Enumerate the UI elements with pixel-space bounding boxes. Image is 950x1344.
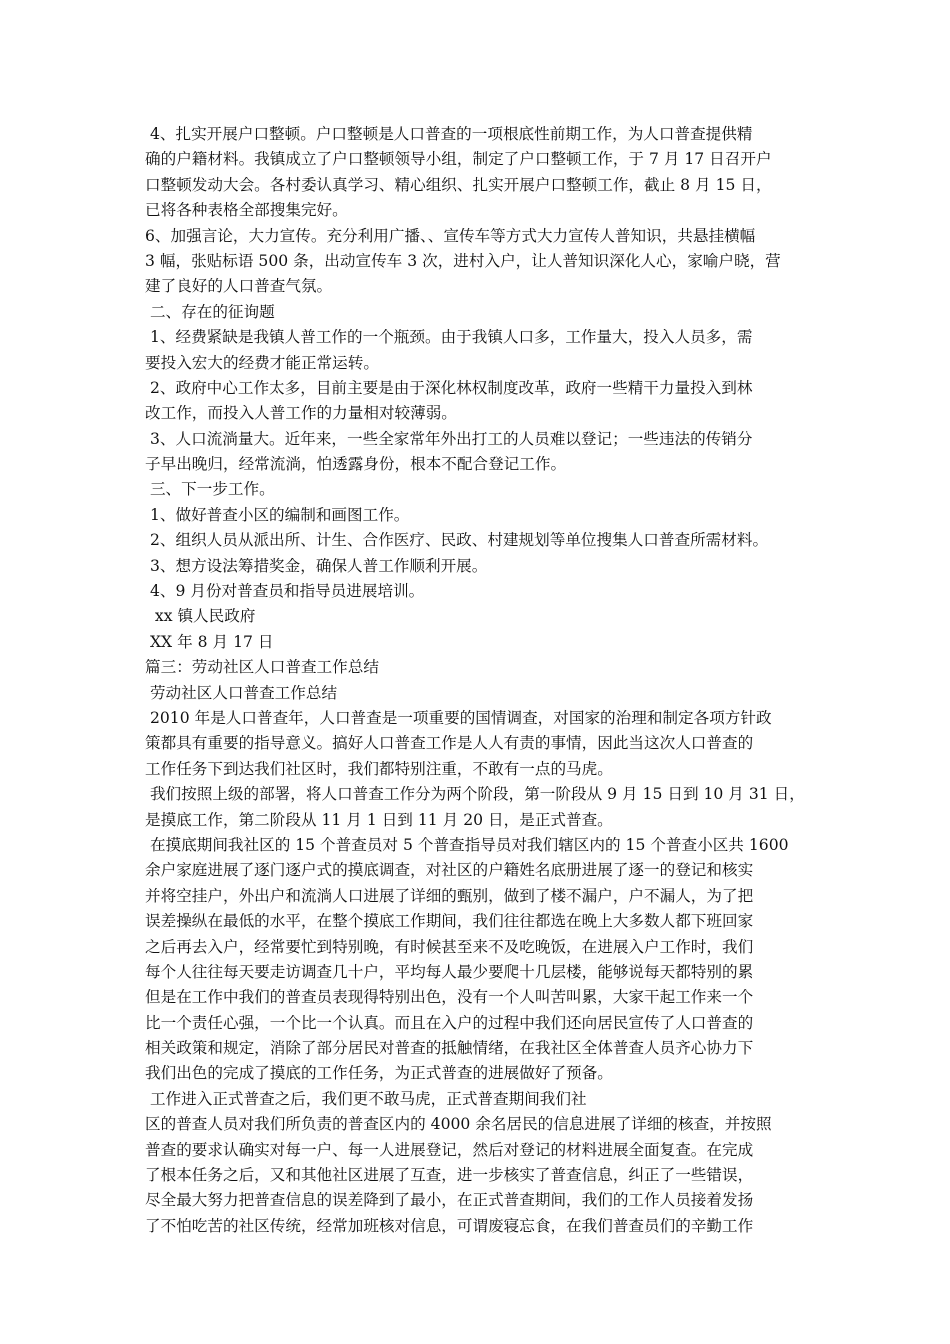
text-line: 3、想方设法筹措奖金，确保人普工作顺利开展。	[145, 556, 488, 575]
text-line: 2、政府中心工作太多，目前主要是由于深化林权制度改革，政府一些精干力量投入到林	[145, 378, 753, 397]
document-body	[145, 122, 813, 1239]
text-line: 并将空挂户，外出户和流淌人口进展了详细的甄别，做到了楼不漏户，户不漏人，为了把	[145, 886, 754, 905]
text-line: 1、经费紧缺是我镇人普工作的一个瓶颈。由于我镇人口多，工作量大，投入人员多，需	[145, 328, 753, 347]
text-line: 但是在工作中我们的普查员表现得特别出色，没有一个人叫苦叫累，大家干起工作来一个	[145, 988, 754, 1007]
signature-date: XX 年 8 月 17 日	[145, 632, 274, 651]
text-line: 1、做好普查小区的编制和画图工作。	[145, 505, 410, 524]
chapter-title: 篇三：劳动社区人口普查工作总结	[145, 658, 379, 677]
text-line: 6、加强言论，大力宣传。充分利用广播、、宣传车等方式大力宣传人普知识，共悬挂横幅	[145, 226, 756, 245]
text-line: 3 幅，张贴标语 500 条，出动宣传车 3 次，进村入户，让人普知识深化人心，家喻户晓，营	[145, 251, 781, 270]
text-line: 策都具有重要的指导意义。搞好人口普查工作是人人有责的事情，因此当这次人口普查的	[145, 734, 754, 753]
text-line: 普查的要求认确实对每一户、每一人进展登记，然后对登记的材料进展全面复查。在完成	[145, 1140, 754, 1159]
article-title: 劳动社区人口普查工作总结	[145, 683, 338, 702]
text-line: 工作任务下到达我们社区时，我们都特别注重，不敢有一点的马虎。	[145, 759, 613, 778]
text-line: 确的户籍材料。我镇成立了户口整顿领导小组，制定了户口整顿工作，于 7 月 17 日召开户	[145, 150, 772, 169]
text-line: 已将各种表格全部搜集完好。	[145, 201, 348, 220]
text-line: 4、扎实开展户口整顿。户口整顿是人口普查的一项根底性前期工作，为人口普查提供精	[145, 125, 753, 143]
section-heading: 三、下一步工作。	[145, 480, 275, 499]
text-line: 4、9 月份对普查员和指导员进展培训。	[145, 582, 425, 601]
text-line: 2、组织人员从派出所、计生、合作医疗、民政、村建规划等单位搜集人口普查所需材料。	[145, 531, 769, 550]
text-line: 误差操纵在最低的水平，在整个摸底工作期间，我们往往都选在晚上大多数人都下班回家	[145, 912, 754, 931]
text-line: 建了良好的人口普查气氛。	[145, 277, 333, 296]
text-line: 相关政策和规定，消除了部分居民对普查的抵触情绪，在我社区全体普查人员齐心协力下	[145, 1039, 754, 1058]
text-line: 尽全最大努力把普查信息的误差降到了最小，在正式普查期间，我们的工作人员接着发扬	[145, 1191, 754, 1210]
text-line: 是摸底工作，第二阶段从 11 月 1 日到 11 月 20 日，是正式普查。	[145, 810, 613, 829]
text-line: 了根本任务之后，又和其他社区进展了互查，进一步核实了普查信息，纠正了一些错误，	[145, 1166, 754, 1185]
text-line: 要投入宏大的经费才能正常运转。	[145, 353, 379, 372]
text-line: 每个人往往每天要走访调查几十户，平均每人最少要爬十几层楼，能够说每天都特别的累	[145, 962, 754, 981]
text-line: 3、人口流淌量大。近年来，一些全家常年外出打工的人员难以登记；一些违法的传销分	[145, 429, 753, 448]
text-line: 我们出色的完成了摸底的工作任务，为正式普查的进展做好了预备。	[145, 1064, 613, 1083]
text-line: 了不怕吃苦的社区传统，经常加班核对信息，可谓废寝忘食，在我们普查员们的辛勤工作	[145, 1216, 754, 1235]
text-line: 之后再去入户，经常要忙到特别晚，有时候甚至来不及吃晚饭，在进展入户工作时，我们	[145, 937, 754, 956]
text-line: 我们按照上级的部署，将人口普查工作分为两个阶段，第一阶段从 9 月 15 日到 10 月 31 日，	[145, 785, 805, 804]
text-line: 改工作，而投入人普工作的力量相对较薄弱。	[145, 404, 457, 423]
text-line: 工作进入正式普查之后，我们更不敢马虎，正式普查期间我们社	[145, 1089, 587, 1108]
text-line: 比一个责任心强，一个比一个认真。而且在入户的过程中我们还向居民宣传了人口普查的	[145, 1013, 754, 1032]
text-line: 子早出晚归，经常流淌，怕透露身份，根本不配合登记工作。	[145, 455, 567, 474]
section-heading: 二、存在的征询题	[145, 302, 275, 321]
text-line: 在摸底期间我社区的 15 个普查员对 5 个普查指导员对我们辖区内的 15 个普查小区共 1600	[145, 835, 789, 854]
text-line: 余户家庭进展了逐门逐户式的摸底调查，对社区的户籍姓名底册进展了逐一的登记和核实	[145, 861, 754, 880]
text-line: 区的普查人员对我们所负责的普查区内的 4000 余名居民的信息进展了详细的核查，并按照	[145, 1115, 772, 1134]
text-line: 2010 年是人口普查年，人口普查是一项重要的国情调查，对国家的治理和制定各项方针政	[145, 708, 772, 727]
signature-org: xx 镇人民政府	[145, 607, 256, 626]
text-line: 口整顿发动大会。各村委认真学习、精心组织、扎实开展户口整顿工作，截止 8 月 15 日，	[145, 175, 772, 194]
